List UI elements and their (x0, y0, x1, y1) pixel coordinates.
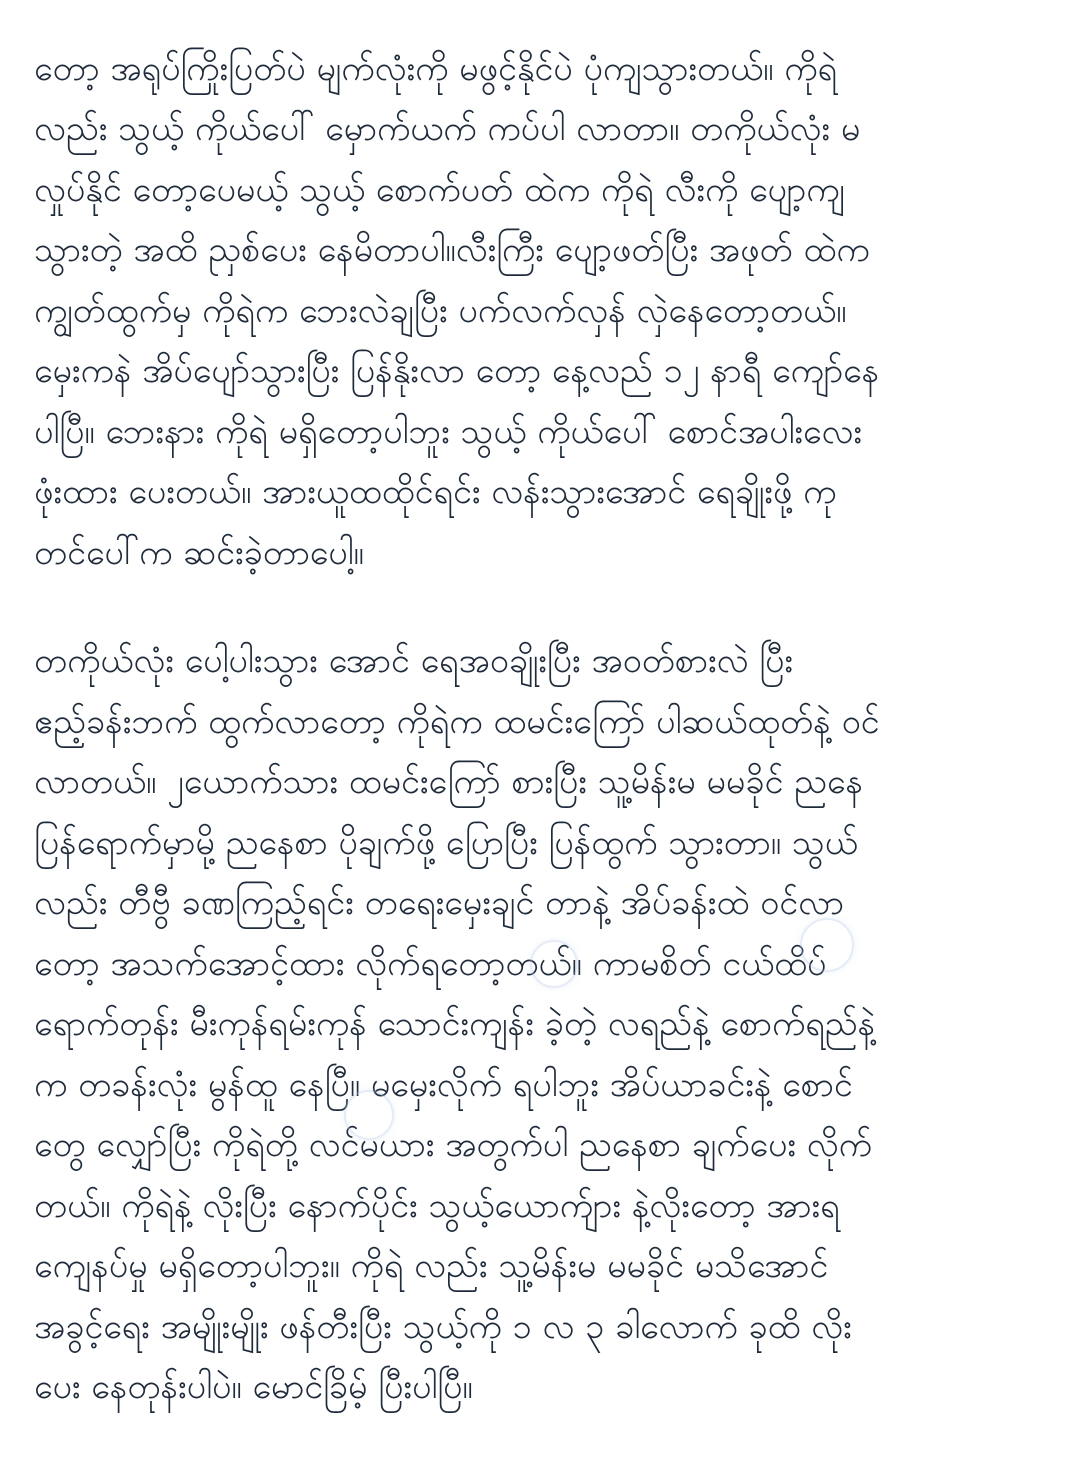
text-line: ကျွတ်ထွက်မှ ကိုရဲက ဘေးလဲချပြီး ပက်လက်လှန် လှဲနေတော့တယ်။ (34, 290, 847, 331)
text-line: တယ်။ ကိုရဲနဲ့ လိုးပြီး နောက်ပိုင်း သွယ့်ယောက်ျား နဲ့လိုးတော့ အားရ (34, 1185, 840, 1226)
text-line: တွေ လျှော်ပြီး ကိုရဲတို့ လင်မယား အတွက်ပါ ညနေစာ ချက်ပေး လိုက် (34, 1125, 872, 1165)
text-line: တကိုယ်လုံး ပေါ့ပါးသွား အောင် ရေအဝချိုးပြီး အဝတ်စားလဲ ပြီး (34, 641, 794, 681)
text-line: ပြန်ရောက်မှာမို့ ညနေစာ ပိုချက်ဖို့ ပြောပြီး ပြန်ထွက် သွားတာ။ သွယ် (34, 822, 858, 863)
story-text (34, 0, 1046, 1418)
text-line (34, 0, 1046, 39)
paragraph-2 (34, 631, 1046, 1418)
text-line: ကျေနပ်မှု မရှိတော့ပါဘူး။ ကိုရဲ လည်း သူ့မိန်းမ မမခိုင် မသိအောင် (34, 1246, 829, 1286)
text-line: မှေးကနဲ အိပ်ပျော်သွားပြီး ပြန်နိုးလာ တော့ နေ့လည် ၁၂ နာရီ ကျော်နေ (34, 351, 880, 391)
text-line: ရောက်တုန်း မီးကုန်ရမ်းကုန် သောင်းကျန်း ခဲ့တဲ့ လရည်နဲ့ စောက်ရည်နဲ့ (34, 1004, 876, 1044)
paragraph-gap (34, 583, 1046, 631)
text-line: ဖုံးထား ပေးတယ်။ အားယူထထိုင်ရင်း လန်းသွားအောင် ရေချိုးဖို့ ကု (34, 472, 837, 512)
text-line: လည်း တီဗွီ ခဏကြည့်ရင်း တရေးမှေးချင် တာနဲ့ အိပ်ခန်းထဲ ဝင်လာ (34, 883, 844, 923)
text-line: လှုပ်နိုင် တော့ပေမယ့် သွယ့် စောက်ပတ် ထဲက ကိုရဲ လီးကို ပျော့ကျ (34, 169, 845, 210)
text-line: တင်ပေါ်က ဆင်းခဲ့တာပေါ့။ (34, 532, 364, 573)
text-line: က တခန်းလုံး မွန်ထူ နေပြီ။ မမှေးလိုက် ရပါဘူး အိပ်ယာခင်းနဲ့ စောင် (34, 1064, 853, 1105)
text-line: လာတယ်။ ၂ယောက်သား ထမင်းကြော် စားပြီး သူ့မိန်းမ မမခိုင် ညနေ (34, 762, 864, 802)
text-line: အခွင့်ရေး အမျိုးမျိုး ဖန်တီးပြီး သွယ့်ကို ၁ လ ၃ ခါလောက် ခုထိ လိုး (34, 1306, 852, 1347)
paragraph-1 (34, 0, 1046, 583)
text-line: ပါပြီ။ ဘေးနား ကိုရဲ မရှိတော့ပါဘူး သွယ့် ကိုယ်ပေါ် စောင်အပါးလေး (34, 411, 862, 452)
text-line: တော့ အသက်အောင့်ထား လိုက်ရတော့တယ်။ ကာမစိတ် ငယ်ထိပ် (34, 943, 827, 984)
text-line: တော့ အရုပ်ကြိုးပြတ်ပဲ မျက်လုံးကို မဖွင့်နိုင်ပဲ ပုံကျသွားတယ်။ ကိုရဲ (34, 48, 838, 89)
text-line: ပေး နေတုန်းပါပဲ။ မောင်ခြိမ့် ပြီးပါပြီ။ (34, 1367, 473, 1407)
faint-circle-artifact (530, 940, 578, 988)
faint-circle-artifact (344, 1090, 394, 1140)
faint-circle-artifact (800, 918, 854, 972)
text-line: ဧည့်ခန်းဘက် ထွက်လာတော့ ကိုရဲက ထမင်းကြော် ပါဆယ်ထုတ်နဲ့ ဝင် (34, 701, 880, 742)
text-line: သွားတဲ့ အထိ ညှစ်ပေး နေမိတာပါ။လီးကြီး ပျော့ဖတ်ပြီး အဖုတ် ထဲက (34, 230, 870, 270)
text-line: လည်း သွယ့် ကိုယ်ပေါ် မှောက်ယက် ကပ်ပါ လာတာ။ တကိုယ်လုံး မ (34, 109, 861, 149)
